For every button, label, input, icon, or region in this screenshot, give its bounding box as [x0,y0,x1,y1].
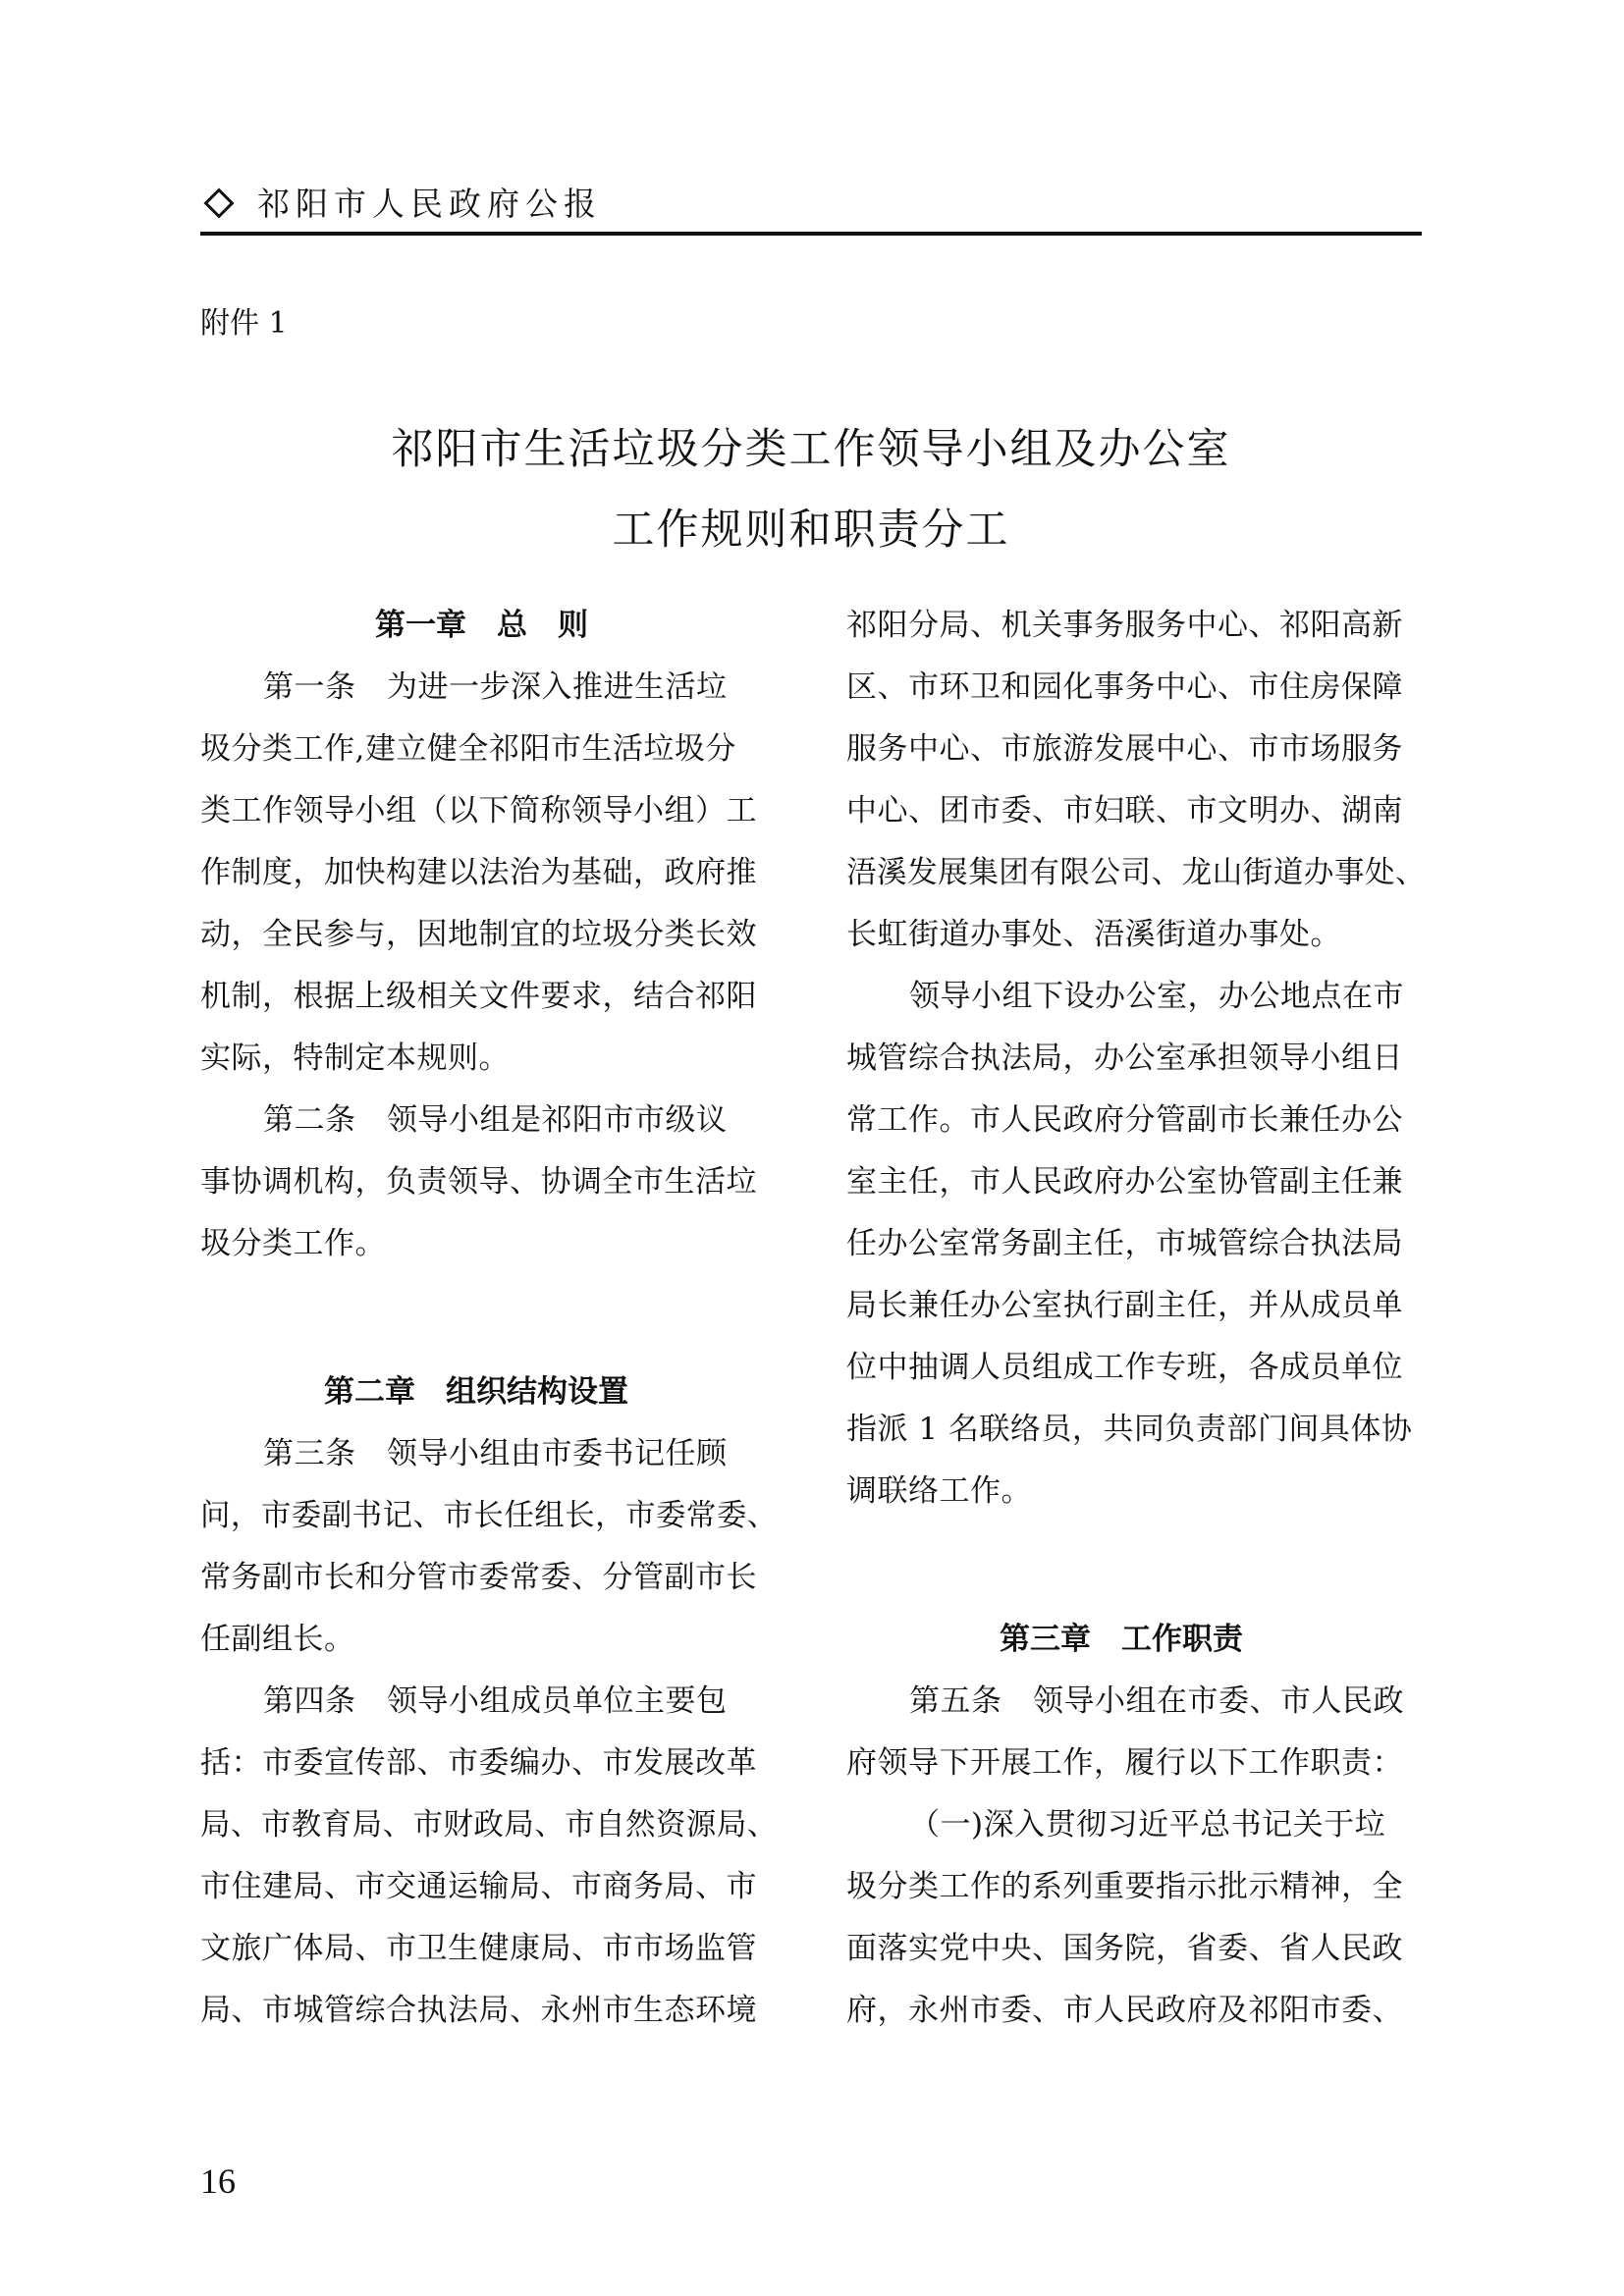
text-line: 圾分类工作,建立健全祁阳市生活垃圾分 [200,731,736,767]
text-line: 第五条 领导小组在市委、市人民政 [909,1683,1404,1719]
publication-name: 祁阳市人民政府公报 [257,185,602,223]
text-line: （一)深入贯彻习近平总书记关于垃 [909,1807,1386,1842]
text-line: 常工作。市人民政府分管副市长兼任办公 [846,1102,1403,1138]
text-line: 任副组长。 [200,1622,355,1657]
text-line: 问，市委副书记、市长任组长，市委常委、 [200,1498,778,1533]
text-line: 类工作领导小组（以下简称领导小组）工 [200,793,757,828]
text-line: 圾分类工作。 [200,1226,386,1261]
text-line: 指派 1 名联络员，共同负责部门间具体协 [846,1412,1413,1447]
text-line: 局、市城管综合执法局、永州市生态环境 [200,1993,757,2028]
text-line: 调联络工作。 [846,1473,1032,1509]
document-title-line-2: 工作规则和职责分工 [612,506,1010,555]
text-line: 中心、团市委、市妇联、市文明办、湖南 [846,793,1403,828]
page-number: 16 [200,2162,236,2201]
text-line: 文旅广体局、市卫生健康局、市市场监管 [200,1931,757,1966]
chapter-heading: 第二章 组织结构设置 [324,1374,628,1410]
diamond-icon [203,187,234,218]
document-title-line-1: 祁阳市生活垃圾分类工作领导小组及办公室 [391,425,1231,474]
text-line: 第一条 为进一步深入推进生活垃 [263,669,728,705]
text-line: 局、市教育局、市财政局、市自然资源局、 [200,1807,778,1842]
text-line: 府，永州市委、市人民政府及祁阳市委、 [846,1993,1403,2028]
text-line: 城管综合执法局，办公室承担领导小组日 [846,1041,1403,1076]
text-line: 位中抽调人员组成工作专班，各成员单位 [846,1350,1403,1385]
text-line: 括：市委宣传部、市委编办、市发展改革 [200,1745,757,1781]
text-line: 局长兼任办公室执行副主任，并从成员单 [846,1288,1403,1323]
text-line: 府领导下开展工作，履行以下工作职责： [846,1745,1403,1781]
text-line: 第四条 领导小组成员单位主要包 [263,1683,728,1719]
text-line: 第三条 领导小组由市委书记任顾 [263,1436,728,1471]
text-line: 动，全民参与，因地制宜的垃圾分类长效 [200,917,757,952]
text-line: 圾分类工作的系列重要指示批示精神，全 [846,1869,1403,1904]
attachment-label: 附件 1 [200,306,288,341]
text-line: 作制度，加快构建以法治为基础，政府推 [200,855,757,890]
text-line: 室主任，市人民政府办公室协管副主任兼 [846,1164,1403,1200]
text-line: 第二条 领导小组是祁阳市市级议 [263,1102,728,1138]
text-line: 长虹街道办事处、浯溪街道办事处。 [846,917,1341,952]
header-rule [200,232,1422,236]
text-line: 区、市环卫和园化事务中心、市住房保障 [846,669,1403,705]
text-line: 祁阳分局、机关事务服务中心、祁阳高新 [846,608,1403,643]
text-line: 任办公室常务副主任，市城管综合执法局 [846,1226,1403,1261]
chapter-heading: 第三章 工作职责 [1000,1622,1243,1657]
text-line: 服务中心、市旅游发展中心、市市场服务 [846,731,1403,767]
text-line: 事协调机构，负责领导、协调全市生活垃 [200,1164,757,1200]
text-line: 实际，特制定本规则。 [200,1041,510,1076]
chapter-heading: 第一章 总 则 [375,608,588,643]
text-line: 机制，根据上级相关文件要求，结合祁阳 [200,979,757,1014]
text-line: 市住建局、市交通运输局、市商务局、市 [200,1869,757,1904]
text-line: 面落实党中央、国务院，省委、省人民政 [846,1931,1403,1966]
text-line: 浯溪发展集团有限公司、龙山街道办事处、 [846,855,1427,890]
text-line: 常务副市长和分管市委常委、分管副市长 [200,1560,757,1595]
text-line: 领导小组下设办公室，办公地点在市 [909,979,1404,1014]
